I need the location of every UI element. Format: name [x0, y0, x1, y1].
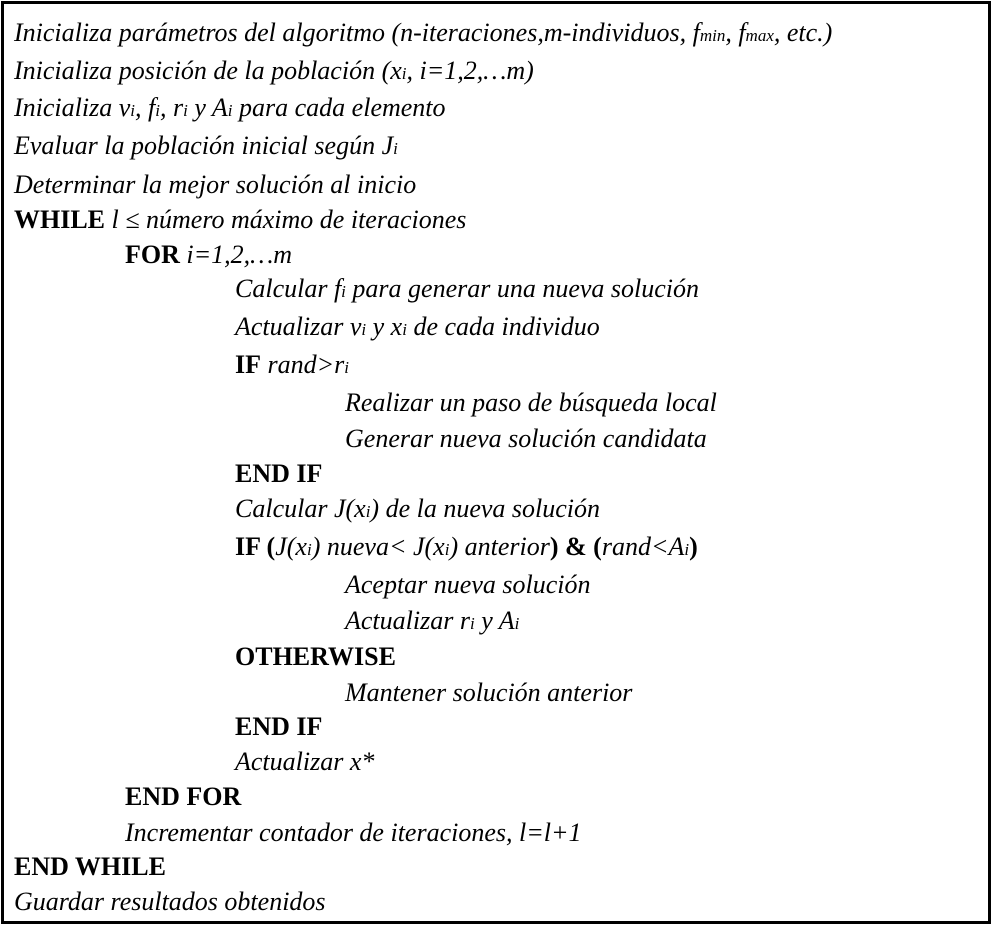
text-fragment: Actualizar v	[235, 312, 362, 341]
keyword: END IF	[235, 459, 323, 488]
text-fragment: Generar nueva solución candidata	[345, 424, 707, 453]
subscript: i	[393, 139, 398, 158]
text-fragment: para cada elemento	[232, 93, 446, 122]
text-fragment: J(x	[275, 532, 307, 561]
algo-line-end-if-1	[235, 459, 322, 489]
text-fragment: , etc.)	[773, 18, 833, 47]
subscript: i	[444, 540, 450, 559]
text-fragment: y A	[474, 606, 515, 635]
text-fragment: Inicializa posición de la población (x	[14, 56, 402, 85]
text-fragment: ) nueva< J(x	[311, 532, 445, 561]
algo-line-1	[14, 18, 832, 51]
algorithm-box	[1, 1, 991, 924]
subscript: i	[130, 101, 135, 120]
algo-line-3	[14, 93, 446, 126]
subscript: i	[341, 282, 346, 301]
algo-line-update-v-x	[235, 312, 600, 345]
text-fragment: Evaluar la población inicial según J	[14, 131, 394, 160]
algo-line-5	[14, 170, 416, 200]
text-fragment: Calcular f	[235, 274, 342, 303]
keyword: END FOR	[125, 782, 242, 811]
text-fragment: Inicializa v	[14, 93, 131, 122]
text-fragment: Actualizar x*	[235, 747, 375, 776]
text-fragment: ) de la nueva solución	[370, 494, 601, 523]
text-fragment: rand>r	[261, 350, 345, 379]
algo-line-4	[14, 131, 398, 164]
algo-line-for	[125, 240, 292, 270]
algo-line-update-r-a	[345, 606, 519, 639]
text-fragment: l ≤ número máximo de iteraciones	[105, 205, 467, 234]
subscript: i	[306, 540, 312, 559]
algo-line-accept	[345, 570, 591, 600]
keyword: END IF	[235, 712, 323, 741]
algo-line-save-results	[14, 887, 326, 917]
keyword: FOR	[125, 240, 180, 269]
algo-line-end-while	[14, 852, 166, 882]
subscript: i	[361, 320, 367, 339]
algo-line-keep-previous	[345, 678, 632, 708]
algo-line-increment	[125, 818, 582, 848]
subscript: i	[183, 101, 188, 120]
subscript: i	[155, 101, 160, 120]
algo-line-new-candidate	[345, 424, 707, 454]
text-fragment: y x	[366, 312, 403, 341]
text-fragment: Mantener solución anterior	[345, 678, 633, 707]
algo-line-calc-j	[235, 494, 600, 527]
keyword: OTHERWISE	[235, 642, 396, 671]
text-fragment: , i=1,2,…m)	[406, 56, 534, 85]
algo-line-end-if-2	[235, 712, 322, 742]
keyword: END WHILE	[14, 852, 166, 881]
algo-line-update-best	[235, 747, 374, 777]
text-fragment: , f	[725, 18, 746, 47]
subscript: i	[227, 101, 233, 120]
keyword: IF	[235, 532, 261, 561]
algo-line-if-accept	[235, 532, 698, 565]
text-fragment: Inicializa parámetros del algoritmo (n-iteraciones,m-individuos, f	[14, 18, 700, 47]
keyword: ) & (	[549, 532, 602, 561]
keyword: IF	[235, 350, 261, 379]
algo-line-otherwise	[235, 642, 396, 672]
text-fragment: Calcular J(x	[235, 494, 366, 523]
text-fragment: Determinar la mejor solución al inicio	[14, 170, 417, 199]
text-fragment: Aceptar nueva solución	[345, 570, 591, 599]
text-fragment: de cada individuo	[406, 312, 600, 341]
keyword: )	[689, 532, 698, 561]
subscript: i	[684, 540, 690, 559]
subscript: i	[344, 358, 350, 377]
algo-line-2	[14, 56, 534, 89]
text-fragment: ) anterior	[449, 532, 550, 561]
keyword: WHILE	[14, 205, 106, 234]
algo-line-local-search	[345, 388, 717, 418]
keyword: (	[260, 532, 276, 561]
subscript: i	[402, 320, 407, 339]
subscript: i	[469, 614, 475, 633]
text-fragment: rand<A	[601, 532, 685, 561]
subscript: min	[699, 26, 726, 45]
algo-line-while	[14, 205, 466, 235]
algo-line-if-rand	[235, 350, 349, 383]
text-fragment: , f	[135, 93, 156, 122]
text-fragment: , r	[159, 93, 184, 122]
text-fragment: para generar una nueva solución	[345, 274, 700, 303]
text-fragment: Guardar resultados obtenidos	[14, 887, 326, 916]
text-fragment: Realizar un paso de búsqueda local	[345, 388, 717, 417]
subscript: i	[514, 614, 520, 633]
subscript: i	[365, 502, 371, 521]
algo-line-calc-f	[235, 274, 699, 307]
algo-line-end-for	[125, 782, 241, 812]
text-fragment: i=1,2,…m	[179, 240, 293, 269]
subscript: i	[401, 64, 407, 83]
text-fragment: Actualizar r	[345, 606, 470, 635]
text-fragment: y A	[187, 93, 228, 122]
subscript: max	[745, 26, 774, 45]
text-fragment: Incrementar contador de iteraciones, l=l+1	[125, 818, 582, 847]
